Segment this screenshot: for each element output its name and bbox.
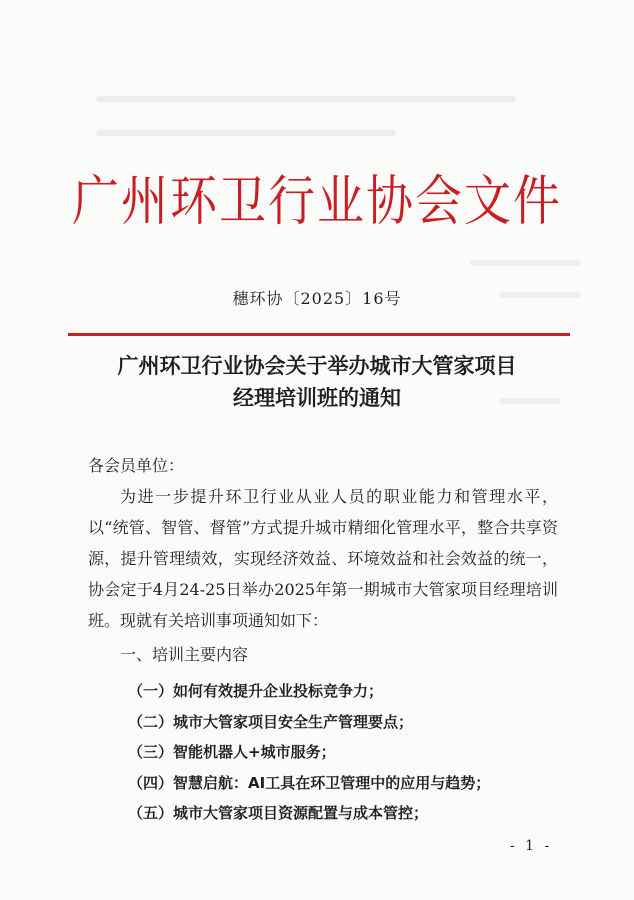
scan-artifact [96,96,516,102]
section-heading-training-content: 一、培训主要内容 [120,645,249,664]
intro-paragraph: 为进一步提升环卫行业从业人员的职业能力和管理水平，以“统管、智管、督管”方式提升城市精细化管理水平，整合共享资源，提升管理绩效，实现经济效益、环境效益和社会效益的统一，协会定于4月24-25日举办2025年第一期城市大管家项目经理培训班。现就有关培训事项通知如下： [88,487,558,630]
training-content-list [128,676,490,829]
list-item: （三）智能机器人+城市服务； [128,743,336,761]
document-number: 穗环协〔2025〕16号 [232,289,402,308]
notice-title-line1: 广州环卫行业协会关于举办城市大管家项目 [117,354,517,378]
red-divider [68,333,570,336]
notice-title [0,350,634,414]
list-item: （二）城市大管家项目安全生产管理要点； [128,712,414,731]
list-item: （四）智慧启航：AI工具在环卫管理中的应用与趋势； [128,773,491,792]
page-number: - 1 - [510,838,553,854]
scan-artifact [470,260,580,266]
org-document-header: 广州环卫行业协会文件 [72,169,562,234]
scan-artifact [96,130,396,136]
notice-title-line2: 经理培训班的通知 [233,386,401,410]
list-item: （一）如何有效提升企业投标竞争力； [128,682,384,700]
list-item: （五）城市大管家项目资源配置与成本管控； [128,804,429,822]
salutation: 各会员单位： [88,456,185,475]
